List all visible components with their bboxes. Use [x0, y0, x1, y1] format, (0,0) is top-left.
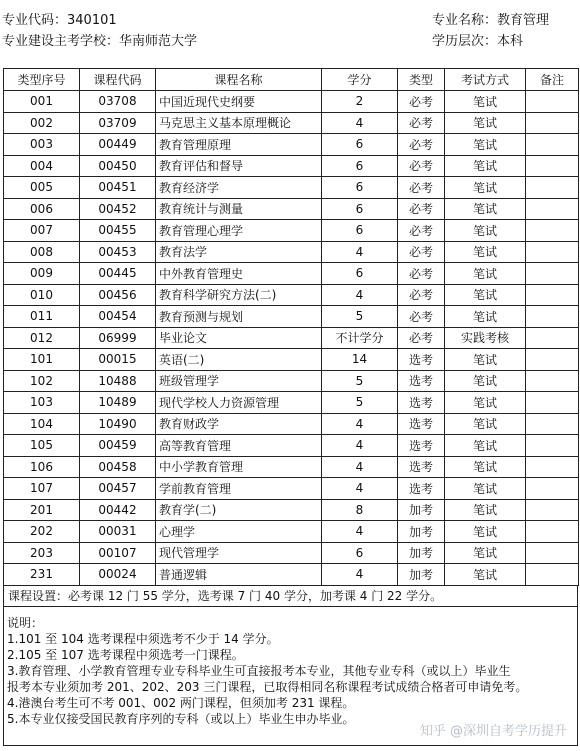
- cell-note: [526, 521, 579, 543]
- cell-credit: 4: [322, 284, 398, 306]
- cell-exam: 笔试: [445, 564, 526, 586]
- cell-seq: 103: [4, 392, 80, 414]
- cell-code: 00456: [80, 284, 156, 306]
- cell-type: 选考: [398, 349, 445, 371]
- table-row: [4, 155, 579, 177]
- cell-exam: 笔试: [445, 284, 526, 306]
- cell-credit: 6: [322, 198, 398, 220]
- cell-credit: 14: [322, 349, 398, 371]
- cell-name: 中外教育管理史: [156, 263, 322, 285]
- table-row: [4, 112, 579, 134]
- course-table: [3, 68, 579, 586]
- cell-code: 10490: [80, 413, 156, 435]
- table-row: [4, 198, 579, 220]
- cell-type: 必考: [398, 112, 445, 134]
- cell-seq: 006: [4, 198, 80, 220]
- cell-note: [526, 263, 579, 285]
- watermark: 知乎 @深圳自考学历提升: [419, 723, 567, 739]
- cell-seq: 005: [4, 177, 80, 199]
- cell-type: 必考: [398, 155, 445, 177]
- cell-type: 选考: [398, 370, 445, 392]
- table-row: [4, 327, 579, 349]
- cell-note: [526, 499, 579, 521]
- column-header: 备注: [526, 69, 579, 91]
- cell-code: 03708: [80, 91, 156, 113]
- cell-code: 10489: [80, 392, 156, 414]
- major-code: 专业代码：340101: [2, 13, 117, 28]
- note-line: 5.本专业仅接受国民教育序列的专科（或以上）毕业生申办毕业。: [7, 711, 355, 726]
- cell-exam: 笔试: [445, 241, 526, 263]
- cell-note: [526, 306, 579, 328]
- cell-seq: 102: [4, 370, 80, 392]
- cell-code: 00024: [80, 564, 156, 586]
- cell-seq: 105: [4, 435, 80, 457]
- cell-note: [526, 220, 579, 242]
- table-row: [4, 91, 579, 113]
- cell-credit: 4: [322, 521, 398, 543]
- cell-credit: 4: [322, 112, 398, 134]
- cell-seq: 007: [4, 220, 80, 242]
- cell-code: 00445: [80, 263, 156, 285]
- cell-credit: 4: [322, 564, 398, 586]
- cell-name: 普通逻辑: [156, 564, 322, 586]
- cell-exam: 笔试: [445, 134, 526, 156]
- notes-section: [3, 607, 578, 746]
- cell-type: 加考: [398, 521, 445, 543]
- cell-exam: 笔试: [445, 456, 526, 478]
- course-sheet: [3, 68, 578, 746]
- cell-seq: 009: [4, 263, 80, 285]
- cell-type: 必考: [398, 306, 445, 328]
- cell-seq: 231: [4, 564, 80, 586]
- cell-code: 00452: [80, 198, 156, 220]
- cell-name: 教育学(二): [156, 499, 322, 521]
- cell-credit: 4: [322, 435, 398, 457]
- cell-code: 00442: [80, 499, 156, 521]
- table-row: [4, 521, 579, 543]
- column-header: 考试方式: [445, 69, 526, 91]
- table-row: [4, 435, 579, 457]
- cell-type: 必考: [398, 134, 445, 156]
- cell-code: 00450: [80, 155, 156, 177]
- cell-seq: 201: [4, 499, 80, 521]
- cell-name: 教育管理原理: [156, 134, 322, 156]
- cell-seq: 012: [4, 327, 80, 349]
- cell-name: 现代学校人力资源管理: [156, 392, 322, 414]
- cell-note: [526, 349, 579, 371]
- cell-exam: 实践考核: [445, 327, 526, 349]
- cell-name: 学前教育管理: [156, 478, 322, 500]
- table-row: [4, 413, 579, 435]
- cell-type: 选考: [398, 478, 445, 500]
- cell-credit: 5: [322, 392, 398, 414]
- table-row: [4, 499, 579, 521]
- table-row: [4, 542, 579, 564]
- cell-seq: 104: [4, 413, 80, 435]
- cell-code: 00455: [80, 220, 156, 242]
- cell-type: 必考: [398, 198, 445, 220]
- column-header: 课程名称: [156, 69, 322, 91]
- cell-seq: 002: [4, 112, 80, 134]
- table-row: [4, 392, 579, 414]
- cell-note: [526, 542, 579, 564]
- cell-credit: 5: [322, 306, 398, 328]
- cell-note: [526, 564, 579, 586]
- cell-type: 加考: [398, 542, 445, 564]
- column-header: 类型: [398, 69, 445, 91]
- cell-type: 选考: [398, 435, 445, 457]
- cell-exam: 笔试: [445, 220, 526, 242]
- note-line: 2.105 至 107 选考课程中须选考一门课程。: [7, 647, 244, 662]
- cell-credit: 6: [322, 134, 398, 156]
- table-row: [4, 478, 579, 500]
- cell-exam: 笔试: [445, 413, 526, 435]
- cell-exam: 笔试: [445, 435, 526, 457]
- table-row: [4, 306, 579, 328]
- cell-credit: 不计学分: [322, 327, 398, 349]
- cell-code: 00457: [80, 478, 156, 500]
- cell-code: 10488: [80, 370, 156, 392]
- cell-credit: 5: [322, 370, 398, 392]
- table-row: [4, 564, 579, 586]
- cell-seq: 004: [4, 155, 80, 177]
- column-header: 类型序号: [4, 69, 80, 91]
- cell-name: 中国近现代史纲要: [156, 91, 322, 113]
- table-row: [4, 456, 579, 478]
- education-level: 学历层次：本科: [432, 34, 524, 49]
- cell-note: [526, 241, 579, 263]
- cell-note: [526, 134, 579, 156]
- note-line: 4.港澳台考生可不考 001、002 两门课程，但须加考 231 课程。: [7, 695, 355, 710]
- cell-name: 教育经济学: [156, 177, 322, 199]
- cell-name: 教育预测与规划: [156, 306, 322, 328]
- table-row: [4, 220, 579, 242]
- cell-exam: 笔试: [445, 499, 526, 521]
- cell-name: 教育科学研究方法(二): [156, 284, 322, 306]
- cell-note: [526, 327, 579, 349]
- cell-exam: 笔试: [445, 177, 526, 199]
- column-header: 学分: [322, 69, 398, 91]
- cell-code: 00458: [80, 456, 156, 478]
- cell-credit: 4: [322, 413, 398, 435]
- cell-exam: 笔试: [445, 112, 526, 134]
- cell-credit: 4: [322, 478, 398, 500]
- cell-exam: 笔试: [445, 91, 526, 113]
- cell-seq: 003: [4, 134, 80, 156]
- school-name: 专业建设主考学校：华南师范大学: [2, 34, 198, 49]
- cell-name: 教育法学: [156, 241, 322, 263]
- cell-seq: 011: [4, 306, 80, 328]
- cell-code: 00454: [80, 306, 156, 328]
- table-header-row: [4, 69, 579, 91]
- cell-type: 必考: [398, 91, 445, 113]
- cell-seq: 202: [4, 521, 80, 543]
- course-summary: 课程设置：必考课 12 门 55 学分，选考课 7 门 40 学分，加考课 4 门 22 学分。: [3, 586, 578, 607]
- cell-code: 00015: [80, 349, 156, 371]
- cell-name: 英语(二): [156, 349, 322, 371]
- cell-name: 班级管理学: [156, 370, 322, 392]
- table-row: [4, 134, 579, 156]
- cell-name: 教育管理心理学: [156, 220, 322, 242]
- cell-credit: 6: [322, 263, 398, 285]
- cell-type: 选考: [398, 392, 445, 414]
- cell-code: 00459: [80, 435, 156, 457]
- cell-code: 00451: [80, 177, 156, 199]
- cell-name: 高等教育管理: [156, 435, 322, 457]
- note-line: 报考本专业须加考 201、202、203 三门课程，已取得相同名称课程考试成绩合格者可申请免考。: [7, 679, 528, 694]
- cell-exam: 笔试: [445, 349, 526, 371]
- cell-note: [526, 370, 579, 392]
- cell-seq: 107: [4, 478, 80, 500]
- cell-note: [526, 392, 579, 414]
- cell-code: 00453: [80, 241, 156, 263]
- cell-credit: 6: [322, 177, 398, 199]
- major-name: 专业名称：教育管理: [432, 13, 550, 28]
- cell-code: 03709: [80, 112, 156, 134]
- cell-name: 现代管理学: [156, 542, 322, 564]
- cell-type: 必考: [398, 263, 445, 285]
- cell-code: 00449: [80, 134, 156, 156]
- cell-code: 00031: [80, 521, 156, 543]
- cell-seq: 106: [4, 456, 80, 478]
- cell-seq: 010: [4, 284, 80, 306]
- cell-exam: 笔试: [445, 155, 526, 177]
- note-line: 3.教育管理、小学教育管理专业专科毕业生可直接报考本专业，其他专业专科（或以上）毕业生: [7, 663, 511, 678]
- cell-exam: 笔试: [445, 542, 526, 564]
- table-row: [4, 284, 579, 306]
- cell-note: [526, 478, 579, 500]
- cell-type: 必考: [398, 284, 445, 306]
- cell-credit: 6: [322, 220, 398, 242]
- cell-note: [526, 177, 579, 199]
- cell-note: [526, 91, 579, 113]
- column-header: 课程代码: [80, 69, 156, 91]
- cell-name: 毕业论文: [156, 327, 322, 349]
- cell-name: 教育统计与测量: [156, 198, 322, 220]
- cell-name: 中小学教育管理: [156, 456, 322, 478]
- cell-name: 教育财政学: [156, 413, 322, 435]
- cell-credit: 6: [322, 542, 398, 564]
- cell-note: [526, 456, 579, 478]
- cell-credit: 4: [322, 456, 398, 478]
- cell-note: [526, 155, 579, 177]
- cell-type: 必考: [398, 177, 445, 199]
- cell-note: [526, 284, 579, 306]
- cell-type: 加考: [398, 564, 445, 586]
- cell-code: 00107: [80, 542, 156, 564]
- cell-exam: 笔试: [445, 478, 526, 500]
- table-row: [4, 349, 579, 371]
- cell-credit: 6: [322, 155, 398, 177]
- cell-seq: 001: [4, 91, 80, 113]
- cell-exam: 笔试: [445, 263, 526, 285]
- cell-type: 必考: [398, 220, 445, 242]
- cell-type: 选考: [398, 456, 445, 478]
- cell-seq: 203: [4, 542, 80, 564]
- cell-exam: 笔试: [445, 198, 526, 220]
- table-row: [4, 177, 579, 199]
- table-row: [4, 241, 579, 263]
- cell-type: 必考: [398, 327, 445, 349]
- cell-note: [526, 198, 579, 220]
- cell-exam: 笔试: [445, 392, 526, 414]
- cell-seq: 008: [4, 241, 80, 263]
- cell-type: 必考: [398, 241, 445, 263]
- table-row: [4, 370, 579, 392]
- table-row: [4, 263, 579, 285]
- cell-name: 心理学: [156, 521, 322, 543]
- cell-exam: 笔试: [445, 370, 526, 392]
- note-line: 1.101 至 104 选考课程中须选考不少于 14 学分。: [7, 631, 279, 646]
- cell-name: 马克思主义基本原理概论: [156, 112, 322, 134]
- notes-title: 说明：: [7, 615, 44, 630]
- cell-exam: 笔试: [445, 521, 526, 543]
- cell-credit: 2: [322, 91, 398, 113]
- cell-note: [526, 435, 579, 457]
- cell-type: 选考: [398, 413, 445, 435]
- cell-note: [526, 112, 579, 134]
- course-table-body: [4, 91, 579, 586]
- cell-note: [526, 413, 579, 435]
- cell-seq: 101: [4, 349, 80, 371]
- cell-credit: 8: [322, 499, 398, 521]
- cell-name: 教育评估和督导: [156, 155, 322, 177]
- cell-type: 加考: [398, 499, 445, 521]
- cell-exam: 笔试: [445, 306, 526, 328]
- cell-credit: 4: [322, 241, 398, 263]
- cell-code: 06999: [80, 327, 156, 349]
